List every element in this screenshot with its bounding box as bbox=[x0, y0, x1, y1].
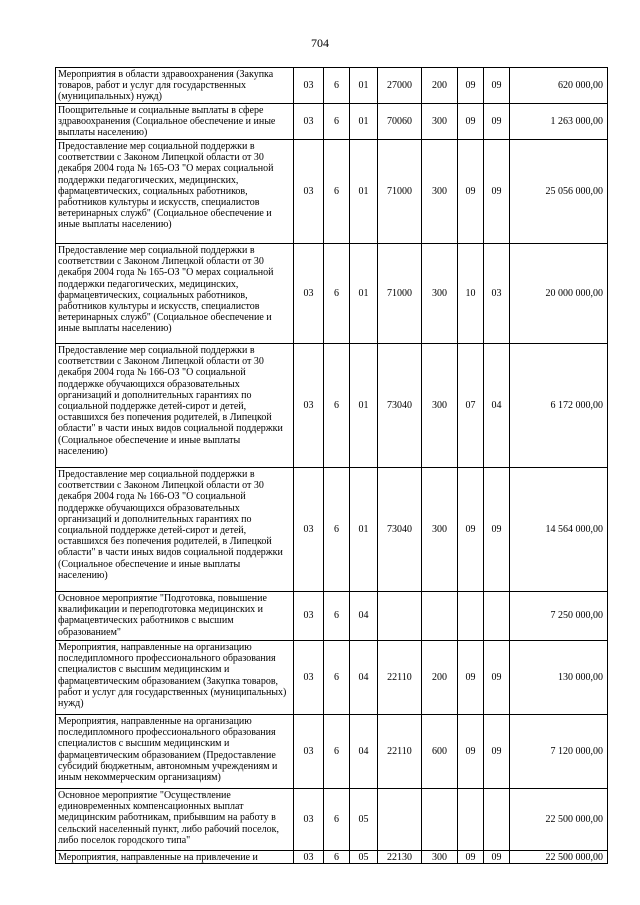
program-code: 03 bbox=[294, 851, 324, 864]
table-row bbox=[56, 244, 608, 344]
expense-type-code: 300 bbox=[422, 468, 458, 592]
event-code: 01 bbox=[350, 244, 378, 344]
row-description: Мероприятия, направленные на организацию последипломного профессионального образования специалистов с высшим медицинским и фармацевтическим образованием (Предоставление субсидий бюджетным, автономным учреждениям и иным некоммерческим организациям) bbox=[56, 715, 294, 789]
expense-type-code: 600 bbox=[422, 715, 458, 789]
row-description: Основное мероприятие "Подготовка, повышение квалификации и переподготовка медицинских и фармацевтических работников с высшим образованием" bbox=[56, 592, 294, 641]
expense-type-code: 300 bbox=[422, 851, 458, 864]
subprogram-code: 6 bbox=[324, 789, 350, 851]
section-code: 09 bbox=[458, 851, 484, 864]
program-code: 03 bbox=[294, 715, 324, 789]
amount-cell: 130 000,00 bbox=[510, 641, 608, 715]
event-code: 01 bbox=[350, 468, 378, 592]
amount-cell: 620 000,00 bbox=[510, 68, 608, 104]
row-description: Поощрительные и социальные выплаты в сфере здравоохранения (Социальное обеспечение и иные выплаты населению) bbox=[56, 104, 294, 140]
expense-type-code bbox=[422, 789, 458, 851]
subsection-code: 09 bbox=[484, 468, 510, 592]
table-row bbox=[56, 641, 608, 715]
amount-cell: 1 263 000,00 bbox=[510, 104, 608, 140]
amount-cell: 20 000 000,00 bbox=[510, 244, 608, 344]
event-code: 01 bbox=[350, 344, 378, 468]
direction-code: 73040 bbox=[378, 344, 422, 468]
expense-type-code: 300 bbox=[422, 344, 458, 468]
amount-cell: 22 500 000,00 bbox=[510, 851, 608, 864]
section-code: 09 bbox=[458, 468, 484, 592]
table-row bbox=[56, 715, 608, 789]
direction-code: 71000 bbox=[378, 244, 422, 344]
section-code: 09 bbox=[458, 140, 484, 244]
direction-code: 22130 bbox=[378, 851, 422, 864]
event-code: 01 bbox=[350, 68, 378, 104]
direction-code: 70060 bbox=[378, 104, 422, 140]
section-code: 07 bbox=[458, 344, 484, 468]
table-row bbox=[56, 104, 608, 140]
subprogram-code: 6 bbox=[324, 344, 350, 468]
direction-code: 27000 bbox=[378, 68, 422, 104]
subprogram-code: 6 bbox=[324, 641, 350, 715]
subprogram-code: 6 bbox=[324, 140, 350, 244]
section-code: 09 bbox=[458, 68, 484, 104]
subsection-code: 04 bbox=[484, 344, 510, 468]
event-code: 01 bbox=[350, 140, 378, 244]
budget-table bbox=[55, 67, 608, 864]
subsection-code bbox=[484, 789, 510, 851]
expense-type-code: 300 bbox=[422, 104, 458, 140]
expense-type-code: 200 bbox=[422, 68, 458, 104]
program-code: 03 bbox=[294, 641, 324, 715]
amount-cell: 14 564 000,00 bbox=[510, 468, 608, 592]
section-code: 09 bbox=[458, 104, 484, 140]
program-code: 03 bbox=[294, 244, 324, 344]
program-code: 03 bbox=[294, 592, 324, 641]
direction-code bbox=[378, 789, 422, 851]
subprogram-code: 6 bbox=[324, 68, 350, 104]
section-code bbox=[458, 592, 484, 641]
expense-type-code: 200 bbox=[422, 641, 458, 715]
subprogram-code: 6 bbox=[324, 715, 350, 789]
row-description: Предоставление мер социальной поддержки в соответствии с Законом Липецкой области от 30 декабря 2004 года № 165-ОЗ "О мерах социальной поддержки педагогических, медицинских, фармацевтических, социальных работников, работников культуры и искусств, специалистов ветеринарных служб" (Социальное обеспечение и иные выплаты населению) bbox=[56, 140, 294, 244]
subsection-code bbox=[484, 592, 510, 641]
event-code: 05 bbox=[350, 851, 378, 864]
subsection-code: 09 bbox=[484, 641, 510, 715]
event-code: 04 bbox=[350, 641, 378, 715]
subsection-code: 03 bbox=[484, 244, 510, 344]
event-code: 04 bbox=[350, 592, 378, 641]
direction-code bbox=[378, 592, 422, 641]
subsection-code: 09 bbox=[484, 715, 510, 789]
program-code: 03 bbox=[294, 104, 324, 140]
table-row bbox=[56, 468, 608, 592]
subsection-code: 09 bbox=[484, 851, 510, 864]
row-description: Мероприятия в области здравоохранения (Закупка товаров, работ и услуг для государственных (муниципальных) нужд) bbox=[56, 68, 294, 104]
row-description: Мероприятия, направленные на привлечение и bbox=[56, 851, 294, 864]
row-description: Предоставление мер социальной поддержки в соответствии с Законом Липецкой области от 30 декабря 2004 года № 166-ОЗ "О социальной поддержке обучающихся образовательных организаций и дополнительных гарантиях по социальной поддержке детей-сирот и детей, оставшихся без попечения родителей, в Липецкой области" в части иных видов социальной поддержки (Социальное обеспечение и иные выплаты населению) bbox=[56, 344, 294, 468]
subprogram-code: 6 bbox=[324, 592, 350, 641]
subsection-code: 09 bbox=[484, 68, 510, 104]
subprogram-code: 6 bbox=[324, 468, 350, 592]
program-code: 03 bbox=[294, 68, 324, 104]
amount-cell: 7 120 000,00 bbox=[510, 715, 608, 789]
subsection-code: 09 bbox=[484, 140, 510, 244]
section-code: 09 bbox=[458, 715, 484, 789]
section-code bbox=[458, 789, 484, 851]
row-description: Основное мероприятие "Осуществление единовременных компенсационных выплат медицинским работникам, прибывшим на работу в сельский населенный пункт, либо рабочий поселок, либо поселок городского типа" bbox=[56, 789, 294, 851]
direction-code: 22110 bbox=[378, 715, 422, 789]
direction-code: 22110 bbox=[378, 641, 422, 715]
direction-code: 71000 bbox=[378, 140, 422, 244]
page-number: 704 bbox=[311, 36, 329, 50]
event-code: 05 bbox=[350, 789, 378, 851]
subsection-code: 09 bbox=[484, 104, 510, 140]
amount-cell: 6 172 000,00 bbox=[510, 344, 608, 468]
row-description: Мероприятия, направленные на организацию последипломного профессионального образования специалистов с высшим медицинским и фармацевтическим образованием (Закупка товаров, работ и услуг для государственных (муниципальных) нужд) bbox=[56, 641, 294, 715]
amount-cell: 22 500 000,00 bbox=[510, 789, 608, 851]
table-row bbox=[56, 344, 608, 468]
program-code: 03 bbox=[294, 344, 324, 468]
program-code: 03 bbox=[294, 140, 324, 244]
table-row bbox=[56, 68, 608, 104]
row-description: Предоставление мер социальной поддержки в соответствии с Законом Липецкой области от 30 декабря 2004 года № 165-ОЗ "О мерах социальной поддержки педагогических, медицинских, фармацевтических, социальных работников, работников культуры и искусств, специалистов ветеринарных служб" (Социальное обеспечение и иные выплаты населению) bbox=[56, 244, 294, 344]
expense-type-code: 300 bbox=[422, 244, 458, 344]
amount-cell: 7 250 000,00 bbox=[510, 592, 608, 641]
section-code: 09 bbox=[458, 641, 484, 715]
subprogram-code: 6 bbox=[324, 104, 350, 140]
event-code: 04 bbox=[350, 715, 378, 789]
expense-type-code: 300 bbox=[422, 140, 458, 244]
direction-code: 73040 bbox=[378, 468, 422, 592]
program-code: 03 bbox=[294, 789, 324, 851]
table-row bbox=[56, 851, 608, 864]
program-code: 03 bbox=[294, 468, 324, 592]
table-row bbox=[56, 140, 608, 244]
table-row bbox=[56, 789, 608, 851]
amount-cell: 25 056 000,00 bbox=[510, 140, 608, 244]
subprogram-code: 6 bbox=[324, 851, 350, 864]
table-row bbox=[56, 592, 608, 641]
expense-type-code bbox=[422, 592, 458, 641]
subprogram-code: 6 bbox=[324, 244, 350, 344]
event-code: 01 bbox=[350, 104, 378, 140]
section-code: 10 bbox=[458, 244, 484, 344]
row-description: Предоставление мер социальной поддержки в соответствии с Законом Липецкой области от 30 декабря 2004 года № 166-ОЗ "О социальной поддержке обучающихся образовательных организаций и дополнительных гарантиях по социальной поддержке детей-сирот и детей, оставшихся без попечения родителей, в Липецкой области" в части иных видов социальной поддержки (Социальное обеспечение и иные выплаты населению) bbox=[56, 468, 294, 592]
